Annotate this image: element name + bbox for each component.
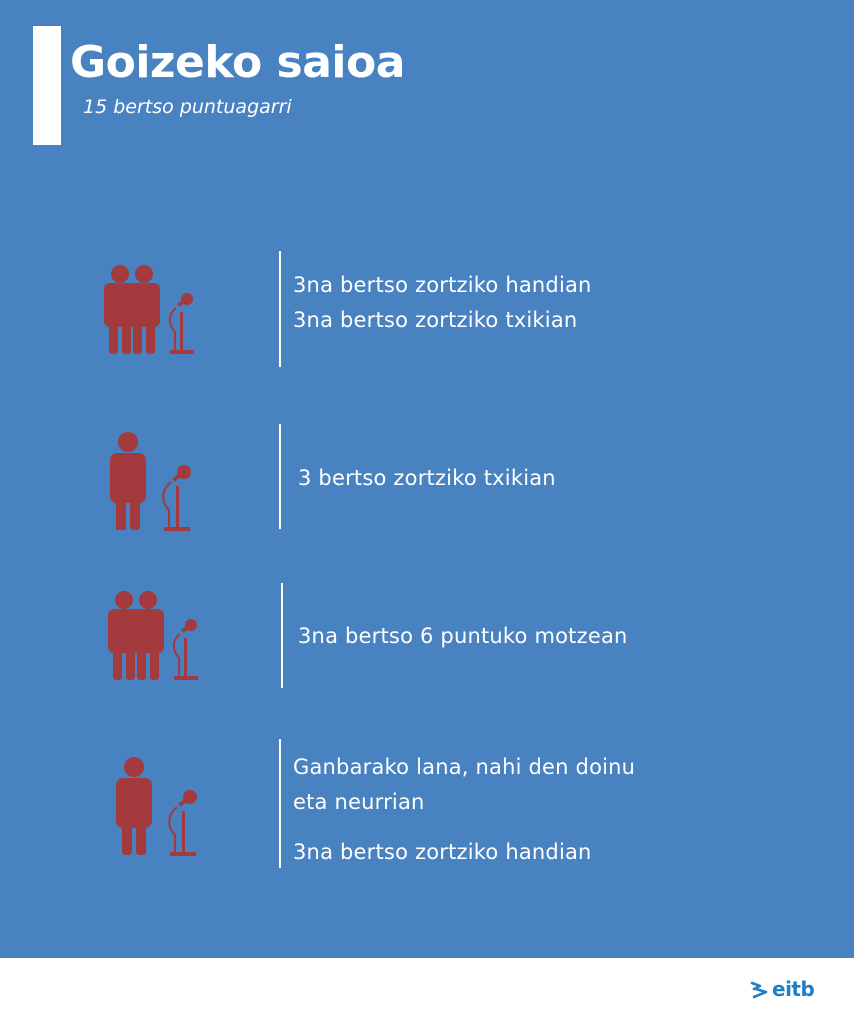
eitb-logo-text: eitb [772,977,815,1001]
row-text-line: 3na bertso zortziko handian [293,840,592,864]
footer-bar [0,958,854,1018]
one-singer-microphone-icon [106,432,196,532]
two-singers-microphone-icon [104,590,204,682]
one-singer-microphone-icon [112,757,202,857]
row-text-line: eta neurrian [293,790,425,814]
row-divider [279,251,281,367]
row-text-line: 3na bertso zortziko handian [293,273,592,297]
title-accent-bar [33,26,61,145]
eitb-logo [750,974,814,1004]
row-divider [279,424,281,529]
page-subtitle: 15 bertso puntuagarri [83,96,292,118]
row-text-line: 3na bertso 6 puntuko motzean [298,624,628,648]
row-divider [279,739,281,868]
row-text-line: 3na bertso zortziko txikian [293,308,578,332]
row-text-line: Ganbarako lana, nahi den doinu [293,755,636,779]
two-singers-microphone-icon [100,264,200,356]
eitb-logo-mark-icon [750,976,770,1002]
row-text-line: 3 bertso zortziko txikian [298,466,556,490]
row-divider [281,583,283,688]
page-title: Goizeko saioa [70,37,405,88]
